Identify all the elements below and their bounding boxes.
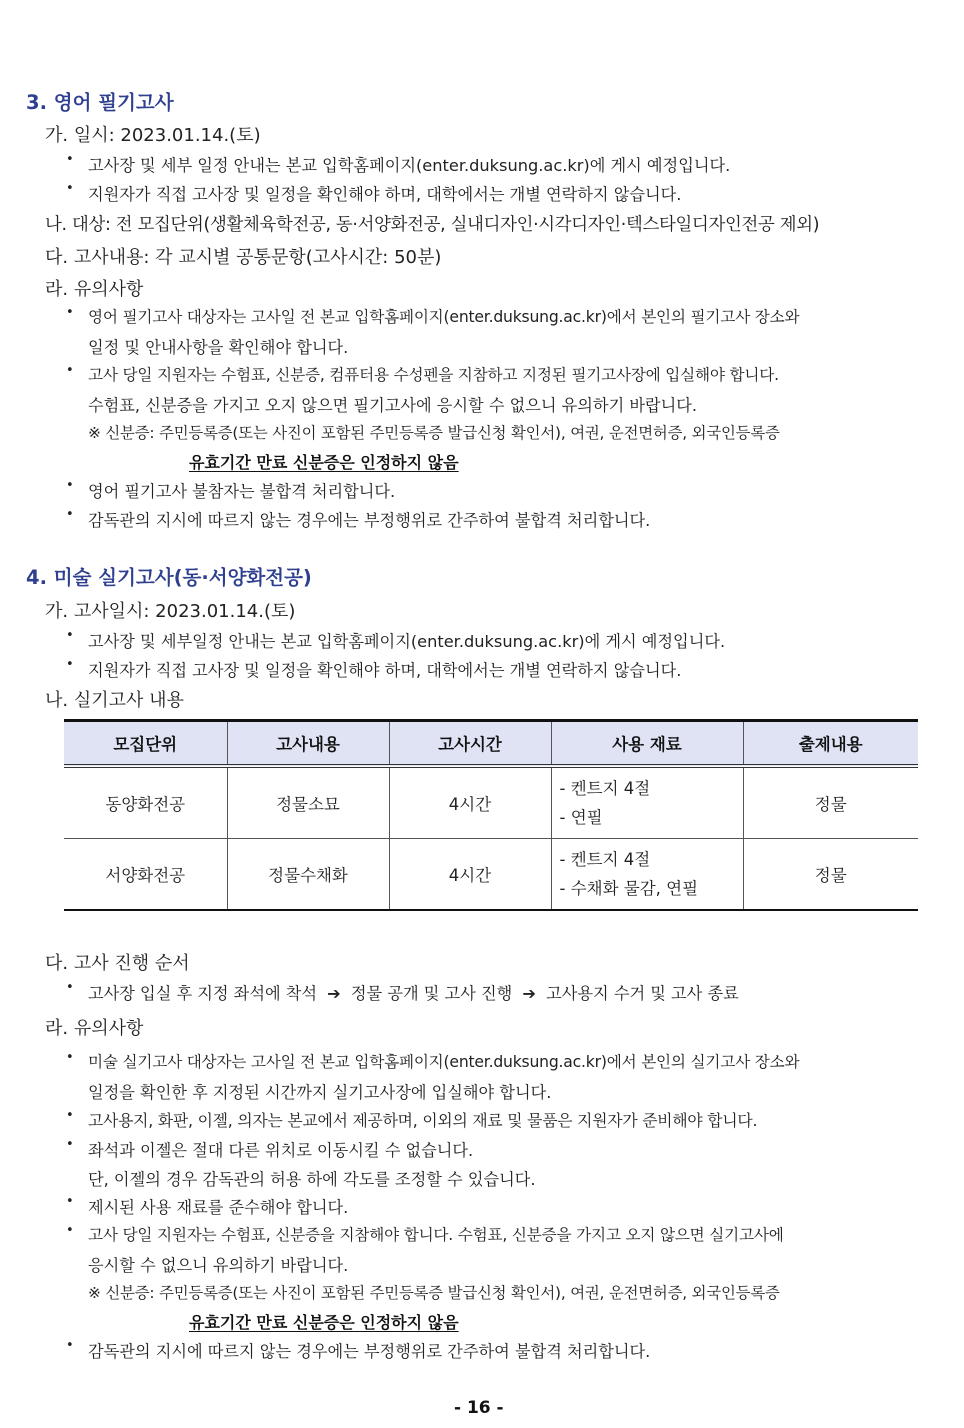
material-item: - 수채화 물감, 연필 <box>559 879 699 898</box>
section-4-ga: 가. 고사일시: 2023.01.14.(토) <box>45 601 296 622</box>
list-item: • 미술 실기고사 대상자는 고사일 전 본교 입학홈페이지(enter.duksung.ac.kr)에서 본인의 실기고사 장소와 <box>66 1050 800 1071</box>
page-number: - 16 - <box>454 1398 504 1418</box>
material-item: - 연필 <box>559 808 603 827</box>
table-row <box>64 766 918 839</box>
section-4-ra: 라. 유의사항 <box>45 1018 144 1039</box>
table-cell: 정물 <box>743 766 918 839</box>
list-item: • 고사장 및 세부일정 안내는 본교 입학홈페이지(enter.duksung.ac.kr)에 게시 예정입니다. <box>66 628 726 651</box>
bullet-icon: • <box>66 363 74 378</box>
list-item-continuation: 일정 및 안내사항을 확인해야 합니다. <box>88 338 349 357</box>
list-item: • 영어 필기고사 불참자는 불합격 처리합니다. <box>66 478 396 501</box>
table-cell: 정물수채화 <box>227 839 389 911</box>
column-header: 사용 재료 <box>551 721 743 767</box>
bullet-icon: • <box>66 305 74 320</box>
table-cell: 동양화전공 <box>64 766 227 839</box>
id-note: ※ 신분증: 주민등록증(또는 사진이 포함된 주민등록증 발급신청 확인서), 여권, 운전면허증, 외국인등록증 <box>88 424 780 442</box>
section-3-ra: 라. 유의사항 <box>45 279 144 300</box>
list-item: • 지원자가 직접 고사장 및 일정을 확인해야 하며, 대학에서는 개별 연락하지 않습니다. <box>66 181 682 204</box>
list-item: • 좌석과 이젤은 절대 다른 위치로 이동시킬 수 없습니다. <box>66 1137 474 1160</box>
table-cell-materials <box>551 839 743 911</box>
bullet-icon: • <box>66 507 74 522</box>
id-note-emphasis: 유효기간 만료 신분증은 인정하지 않음 <box>189 1313 459 1332</box>
column-header: 고사시간 <box>389 721 551 767</box>
column-header: 출제내용 <box>743 721 918 767</box>
bullet-icon: • <box>66 1223 74 1238</box>
list-item: • 제시된 사용 재료를 준수해야 합니다. <box>66 1194 349 1217</box>
bullet-icon: • <box>66 657 74 672</box>
section-4-da: 다. 고사 진행 순서 <box>45 953 190 974</box>
list-item: • 고사 당일 지원자는 수험표, 신분증, 컴퓨터용 수성펜을 지참하고 지정된 필기고사장에 입실해야 합니다. <box>66 363 779 384</box>
material-item: - 켄트지 4절 <box>559 779 651 798</box>
section-3-ga: 가. 일시: 2023.01.14.(토) <box>45 125 261 146</box>
list-item: • 감독관의 지시에 따르지 않는 경우에는 부정행위로 간주하여 불합격 처리합니다. <box>66 1338 651 1361</box>
exam-table <box>64 719 918 911</box>
list-item-continuation: 수험표, 신분증을 가지고 오지 않으면 필기고사에 응시할 수 없으니 유의하기 바랍니다. <box>88 396 698 415</box>
list-item: • 지원자가 직접 고사장 및 일정을 확인해야 하며, 대학에서는 개별 연락하지 않습니다. <box>66 657 682 680</box>
table-cell: 4시간 <box>389 839 551 911</box>
column-header: 고사내용 <box>227 721 389 767</box>
table-cell: 정물 <box>743 839 918 911</box>
bullet-icon: • <box>66 1194 74 1209</box>
id-note-emphasis: 유효기간 만료 신분증은 인정하지 않음 <box>189 453 459 472</box>
table-cell: 정물소묘 <box>227 766 389 839</box>
list-item: • 고사장 및 세부 일정 안내는 본교 입학홈페이지(enter.duksung.ac.kr)에 게시 예정입니다. <box>66 152 731 175</box>
table-header-row <box>64 721 918 767</box>
bullet-icon: • <box>66 1137 74 1152</box>
column-header: 모집단위 <box>64 721 227 767</box>
bullet-icon: • <box>66 181 74 196</box>
list-item: • 영어 필기고사 대상자는 고사일 전 본교 입학홈페이지(enter.duksung.ac.kr)에서 본인의 필기고사 장소와 <box>66 305 800 326</box>
exam-order <box>66 980 739 1004</box>
section-3-na: 나. 대상: 전 모집단위(생활체육학전공, 동·서양화전공, 실내디자인·시각디자인·텍스타일디자인전공 제외) <box>45 215 820 235</box>
section-4-na: 나. 실기고사 내용 <box>45 690 184 711</box>
list-item: • 감독관의 지시에 따르지 않는 경우에는 부정행위로 간주하여 불합격 처리합니다. <box>66 507 651 530</box>
table-cell-materials <box>551 766 743 839</box>
order-step-1: 고사장 입실 후 지정 좌석에 착석 <box>88 984 318 1003</box>
order-step-3: 고사용지 수거 및 고사 종료 <box>546 984 739 1003</box>
section-3-da: 다. 고사내용: 각 교시별 공통문항(고사시간: 50분) <box>45 247 442 268</box>
list-item-continuation: 단, 이젤의 경우 감독관의 허용 하에 각도를 조정할 수 있습니다. <box>88 1170 536 1189</box>
arrow-right-icon: ➔ <box>522 984 536 1003</box>
table-row <box>64 839 918 911</box>
bullet-icon: • <box>66 980 74 995</box>
table-cell: 서양화전공 <box>64 839 227 911</box>
section-3-heading: 3. 영어 필기고사 <box>26 91 174 114</box>
table-cell: 4시간 <box>389 766 551 839</box>
bullet-icon: • <box>66 1108 74 1123</box>
bullet-icon: • <box>66 478 74 493</box>
list-item-continuation: 일정을 확인한 후 지정된 시간까지 실기고사장에 입실해야 합니다. <box>88 1083 552 1102</box>
bullet-icon: • <box>66 628 74 643</box>
bullet-icon: • <box>66 1338 74 1353</box>
bullet-icon: • <box>66 1050 74 1065</box>
arrow-right-icon: ➔ <box>327 984 341 1003</box>
section-4-heading: 4. 미술 실기고사(동·서양화전공) <box>26 566 312 589</box>
bullet-icon: • <box>66 152 74 167</box>
id-note: ※ 신분증: 주민등록증(또는 사진이 포함된 주민등록증 발급신청 확인서), 여권, 운전면허증, 외국인등록증 <box>88 1284 780 1302</box>
list-item: • 고사용지, 화판, 이젤, 의자는 본교에서 제공하며, 이외의 재료 및 물품은 지원자가 준비해야 합니다. <box>66 1108 758 1130</box>
list-item: • 고사 당일 지원자는 수험표, 신분증을 지참해야 합니다. 수험표, 신분증을 가지고 오지 않으면 실기고사에 <box>66 1223 784 1244</box>
list-item-continuation: 응시할 수 없으니 유의하기 바랍니다. <box>88 1256 349 1275</box>
material-item: - 켄트지 4절 <box>559 850 651 869</box>
order-step-2: 정물 공개 및 고사 진행 <box>350 984 513 1003</box>
